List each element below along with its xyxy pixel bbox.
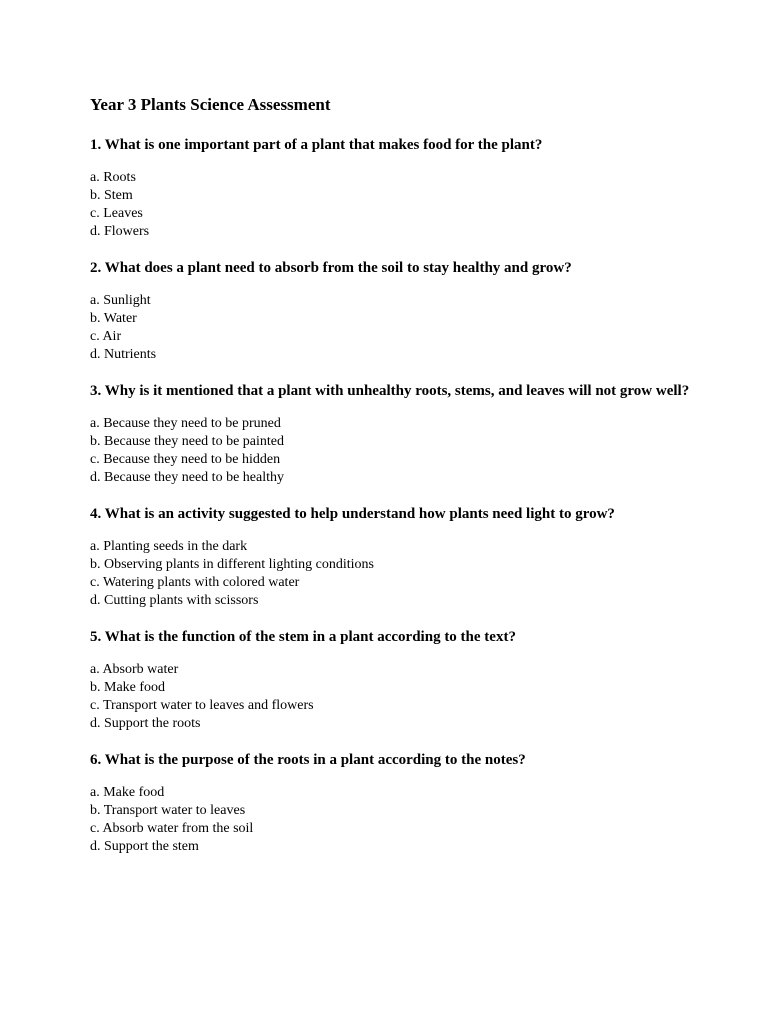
option-c: c. Absorb water from the soil [90,821,254,836]
document-title: Year 3 Plants Science Assessment [90,95,331,114]
option-d: d. Because they need to be healthy [90,470,284,485]
option-c: c. Watering plants with colored water [90,575,300,590]
option-b: b. Observing plants in different lighting conditions [90,557,374,572]
question-text: 6. What is the purpose of the roots in a plant according to the notes? [90,752,526,768]
option-a: a. Because they need to be pruned [90,416,281,431]
option-d: d. Support the stem [90,839,199,854]
question-text: 1. What is one important part of a plant that makes food for the plant? [90,137,543,153]
option-list [90,169,690,241]
option-c: c. Air [90,329,122,344]
option-list [90,415,690,487]
option-d: d. Support the roots [90,716,201,731]
option-c: c. Transport water to leaves and flowers [90,698,314,713]
option-list [90,538,690,610]
option-a: a. Sunlight [90,293,151,308]
option-c: c. Because they need to be hidden [90,452,281,467]
question-6 [90,751,690,856]
option-d: d. Cutting plants with scissors [90,593,259,608]
option-c: c. Leaves [90,206,143,221]
option-list [90,661,690,733]
question-text: 2. What does a plant need to absorb from the soil to stay healthy and grow? [90,260,572,276]
question-3 [90,382,690,487]
question-2 [90,259,690,364]
question-text: 4. What is an activity suggested to help understand how plants need light to grow? [90,506,615,522]
option-a: a. Absorb water [90,662,179,677]
question-text: 3. Why is it mentioned that a plant with unhealthy roots, stems, and leaves will not grow well? [90,383,690,399]
question-1 [90,136,690,241]
option-a: a. Planting seeds in the dark [90,539,248,554]
option-b: b. Stem [90,188,133,203]
option-a: a. Make food [90,785,165,800]
option-b: b. Because they need to be painted [90,434,284,449]
option-b: b. Transport water to leaves [90,803,246,818]
option-list [90,784,690,856]
option-list [90,292,690,364]
option-b: b. Make food [90,680,166,695]
option-b: b. Water [90,311,137,326]
question-4 [90,505,690,610]
question-5 [90,628,690,733]
option-d: d. Nutrients [90,347,157,362]
option-a: a. Roots [90,170,136,185]
option-d: d. Flowers [90,224,150,239]
question-text: 5. What is the function of the stem in a plant according to the text? [90,629,516,645]
document-page [90,94,690,874]
